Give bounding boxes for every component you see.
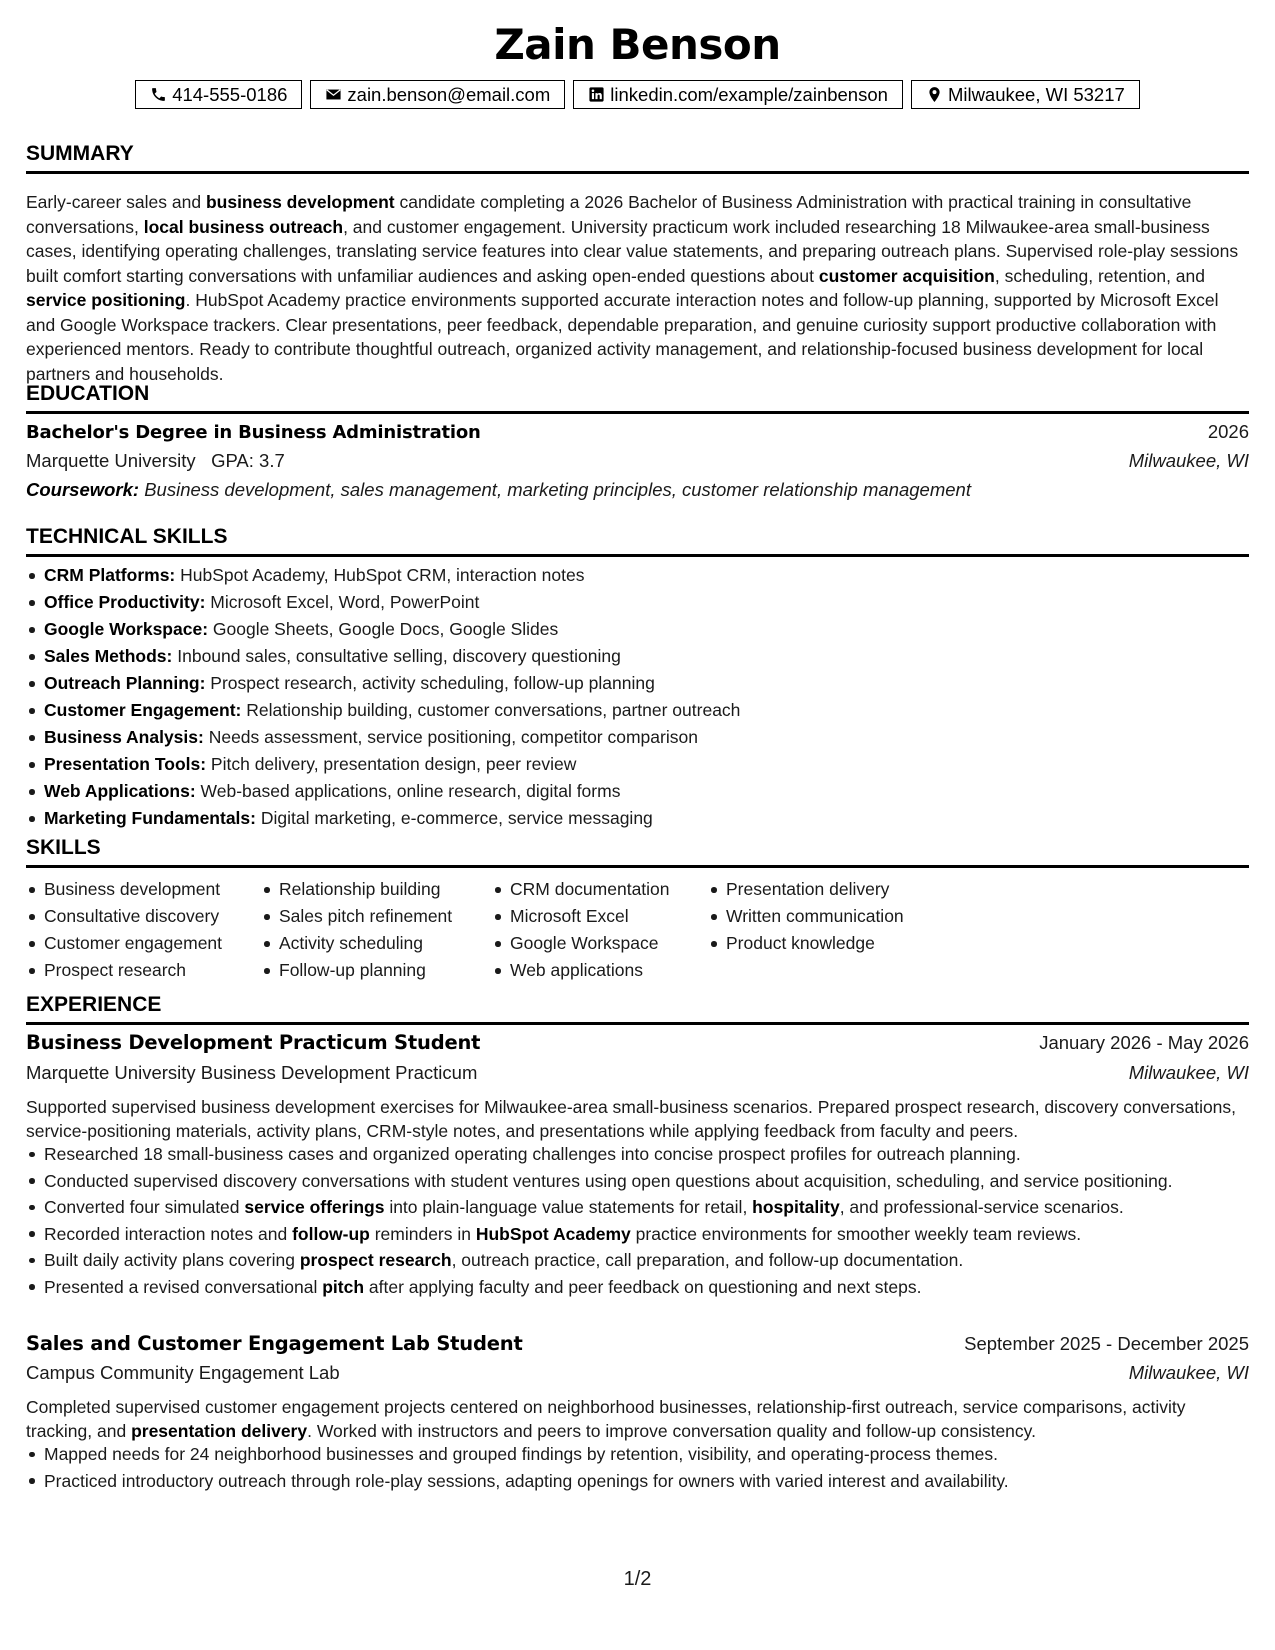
contact-phone[interactable] — [135, 80, 302, 109]
contact-linkedin[interactable] — [573, 80, 903, 109]
list-item: Google Workspace — [492, 930, 708, 957]
coursework — [26, 479, 971, 501]
skills-column — [261, 876, 492, 984]
email-text: zain.benson@email.com — [347, 83, 551, 105]
list-item: Presentation Tools: Pitch delivery, presentation design, peer review — [26, 751, 1249, 778]
job-dates: January 2026 - May 2026 — [1039, 1032, 1249, 1053]
phone-text: 414-555-0186 — [172, 83, 288, 105]
contact-location[interactable] — [911, 80, 1140, 109]
skills-column — [26, 876, 261, 984]
job-bullets — [26, 1442, 1249, 1495]
list-item: Researched 18 small-business cases and organized operating challenges into concise prospect profiles for outreach planning. — [26, 1142, 1249, 1166]
coursework-row — [26, 479, 1249, 501]
list-item: Web applications — [492, 957, 708, 984]
list-item: Follow-up planning — [261, 957, 492, 984]
list-item: Customer Engagement: Relationship building, customer conversations, partner outreach — [26, 697, 1249, 724]
job-org-row — [26, 1062, 1249, 1084]
coursework-list: Business development, sales management, marketing principles, customer relationship management — [139, 479, 971, 500]
summary-paragraph: Early-career sales and business development candidate completing a 2026 Bachelor of Business Administration with practical training in consultative conversations, local business outreach, and customer engagement. University practicum work included researching 18 Milwaukee-area small-business cases, identifying operating challenges, translating service features into clear value statements, and preparing outreach plans. Supervised role-play sessions built comfort starting conversations with unfamiliar audiences and asking open-ended questions about customer acquisition, scheduling, retention, and service positioning. HubSpot Academy practice environments supported accurate interaction notes and follow-up planning, supported by Microsoft Excel and Google Workspace trackers. Clear presentations, peer feedback, dependable preparation, and genuine curiosity support productive collaboration with experienced mentors. Ready to contribute thoughtful outreach, organized activity management, and relationship-focused business development for local partners and households. — [26, 192, 1239, 384]
list-item: Presentation delivery — [708, 876, 938, 903]
job-title-row — [26, 1031, 1249, 1054]
school-info — [26, 450, 285, 472]
list-item: Business development — [26, 876, 261, 903]
list-item: Business Analysis: Needs assessment, service positioning, competitor comparison — [26, 724, 1249, 751]
contact-bar — [26, 80, 1249, 109]
list-item: CRM Platforms: HubSpot Academy, HubSpot CRM, interaction notes — [26, 562, 1249, 589]
page-number: 1/2 — [623, 1568, 652, 1590]
envelope-icon — [325, 86, 342, 103]
experience-heading: EXPERIENCE — [26, 993, 1249, 1025]
list-item: Outreach Planning: Prospect research, activity scheduling, follow-up planning — [26, 670, 1249, 697]
list-item: Consultative discovery — [26, 903, 261, 930]
job-organization: Campus Community Engagement Lab — [26, 1362, 340, 1383]
job-location: Milwaukee, WI — [1128, 1362, 1249, 1383]
job-summary: Supported supervised business development exercises for Milwaukee-area small-business scenarios. Prepared prospect research, discovery conversations, service-positioning materials, activity plans, CRM-style notes, and presentations while applying feedback from faculty and peers. — [26, 1097, 1237, 1141]
job-org-row — [26, 1362, 1249, 1384]
resume-page — [26, 0, 1249, 1650]
school-name: Marquette University — [26, 450, 196, 471]
list-item: Activity scheduling — [261, 930, 492, 957]
list-item: Written communication — [708, 903, 938, 930]
map-pin-icon — [926, 86, 943, 103]
job-title-row — [26, 1332, 1249, 1355]
list-item: Office Productivity: Microsoft Excel, Word, PowerPoint — [26, 589, 1249, 616]
gpa: GPA: 3.7 — [211, 450, 285, 471]
list-item: Web Applications: Web-based applications, online research, digital forms — [26, 778, 1249, 805]
job-organization: Marquette University Business Development Practicum — [26, 1062, 478, 1083]
list-item: Google Workspace: Google Sheets, Google Docs, Google Slides — [26, 616, 1249, 643]
phone-icon — [150, 86, 167, 103]
job-role: Sales and Customer Engagement Lab Student — [26, 1332, 523, 1355]
list-item: Built daily activity plans covering prospect research, outreach practice, call preparation, and follow-up documentation. — [26, 1248, 1249, 1272]
degree-title: Bachelor's Degree in Business Administration — [26, 422, 481, 443]
job-summary: Completed supervised customer engagement projects centered on neighborhood businesses, relationship-first outreach, service comparisons, activity tracking, and presentation delivery. Worked with instructors and peers to improve conversation quality and follow-up consistency. — [26, 1397, 1186, 1441]
list-item: Customer engagement — [26, 930, 261, 957]
list-item: Practiced introductory outreach through role-play sessions, adapting openings for owners with varied interest and availability. — [26, 1469, 1249, 1493]
school-location: Milwaukee, WI — [1128, 450, 1249, 471]
list-item: Sales pitch refinement — [261, 903, 492, 930]
skills-heading: SKILLS — [26, 836, 1249, 868]
job-role: Business Development Practicum Student — [26, 1031, 481, 1054]
list-item: Converted four simulated service offerings into plain-language value statements for retail, hospitality, and professional-service scenarios. — [26, 1195, 1249, 1219]
list-item: Prospect research — [26, 957, 261, 984]
list-item: Microsoft Excel — [492, 903, 708, 930]
list-item: Mapped needs for 24 neighborhood businesses and grouped findings by retention, visibility, and operating-process themes. — [26, 1442, 1249, 1466]
list-item: Marketing Fundamentals: Digital marketing, e-commerce, service messaging — [26, 805, 1249, 832]
list-item: Sales Methods: Inbound sales, consultative selling, discovery questioning — [26, 643, 1249, 670]
list-item: Recorded interaction notes and follow-up reminders in HubSpot Academy practice environments for smoother weekly team reviews. — [26, 1222, 1249, 1246]
skills-column — [708, 876, 938, 984]
technical-skills-heading: TECHNICAL SKILLS — [26, 525, 1249, 557]
list-item: Conducted supervised discovery conversations with student ventures using open questions about acquisition, scheduling, and service positioning. — [26, 1169, 1249, 1193]
candidate-name: Zain Benson — [494, 20, 781, 69]
list-item: Relationship building — [261, 876, 492, 903]
job-location: Milwaukee, WI — [1128, 1062, 1249, 1083]
skills-grid — [26, 876, 938, 984]
list-item: Presented a revised conversational pitch after applying faculty and peer feedback on questioning and next steps. — [26, 1275, 1249, 1299]
education-degree-row — [26, 421, 1249, 443]
summary-heading: SUMMARY — [26, 142, 1249, 174]
contact-email[interactable] — [310, 80, 565, 109]
linkedin-text: linkedin.com/example/zainbenson — [610, 83, 888, 105]
job-dates: September 2025 - December 2025 — [964, 1333, 1249, 1354]
education-school-row — [26, 450, 1249, 472]
location-text: Milwaukee, WI 53217 — [947, 83, 1125, 105]
degree-year: 2026 — [1207, 421, 1249, 442]
skills-column — [492, 876, 708, 984]
technical-skills-list — [26, 562, 1249, 832]
coursework-label: Coursework: — [26, 479, 140, 500]
list-item: Product knowledge — [708, 930, 938, 957]
job-bullets — [26, 1142, 1249, 1301]
linkedin-icon — [588, 86, 605, 103]
list-item: CRM documentation — [492, 876, 708, 903]
education-heading: EDUCATION — [26, 382, 1249, 414]
